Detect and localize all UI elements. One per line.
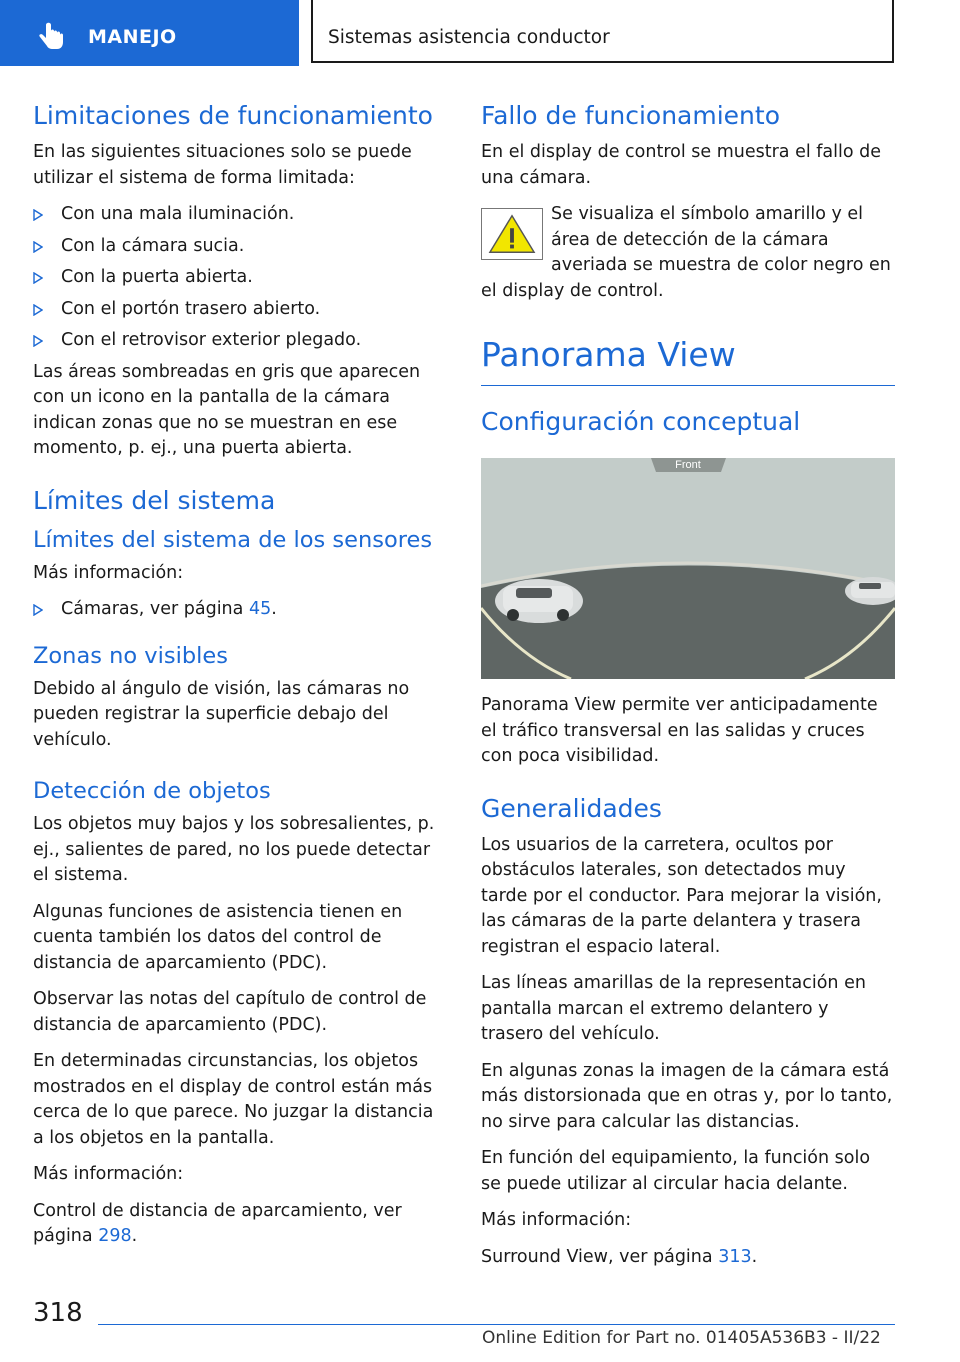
paragraph: Las áreas sombreadas en gris que aparecen con un icono en la pantalla de la cámara indican zonas que no se muestran en ese momento, p. ej., una puerta abierta. <box>33 361 421 458</box>
list-item: Cámaras, ver página 45. <box>33 597 448 623</box>
heading-zonas: Zonas no visibles <box>33 642 228 669</box>
bullet-list-limitaciones <box>33 202 448 354</box>
hand-icon <box>36 22 66 52</box>
paragraph: Los usuarios de la carretera, ocultos por obstáculos laterales, son detectados muy tarde por el conductor. Para mejorar la visión, las cámaras de la parte delantera y trasera registran el espacio lateral. <box>481 834 882 957</box>
chapter-header <box>311 0 894 63</box>
paragraph: Surround View, ver página 313. <box>481 1246 758 1267</box>
paragraph: Debido al ángulo de visión, las cámaras no pueden registrar la superficie debajo del vehículo. <box>33 678 410 750</box>
left-column <box>33 100 448 1261</box>
section-tab <box>0 0 299 66</box>
list-item: Con una mala iluminación. <box>33 202 448 228</box>
paragraph: Más información: <box>33 562 184 583</box>
list-item: Con la cámara sucia. <box>33 234 448 260</box>
heading-fallo: Fallo de funcionamiento <box>481 101 780 130</box>
page-link-298[interactable]: 298 <box>98 1226 132 1246</box>
footer-divider <box>98 1324 895 1325</box>
heading-config: Configuración conceptual <box>481 407 801 436</box>
heading-limitaciones: Limitaciones de funcionamiento <box>33 101 433 130</box>
triangle-bullet-icon <box>33 335 43 347</box>
paragraph: En las siguientes situaciones solo se puede utilizar el sistema de forma limitada: <box>33 142 412 188</box>
bullet-list-camaras <box>33 597 448 623</box>
paragraph: En el display de control se muestra el fallo de una cámara. <box>481 142 882 188</box>
paragraph: Más información: <box>33 1164 184 1184</box>
car-left-icon <box>495 579 583 623</box>
heading-limites: Límites del sistema <box>33 485 276 515</box>
section-label: MANEJO <box>88 26 177 48</box>
page-link-313[interactable]: 313 <box>718 1246 752 1267</box>
warning-block <box>481 202 895 304</box>
paragraph: Control de distancia de aparcamiento, ver página 298. <box>33 1200 402 1246</box>
paragraph: En algunas zonas la imagen de la cámara está más distorsionada que en otras y, por lo tanto, no sirve para calcular las distancias. <box>481 1060 893 1132</box>
list-item: Con la puerta abierta. <box>33 265 448 291</box>
camera-scene <box>481 458 895 679</box>
right-column <box>481 100 895 1281</box>
camera-front-label: Front <box>675 459 701 471</box>
paragraph: Las líneas amarillas de la representación en pantalla marcan el extremo delantero y trasero del vehículo. <box>481 973 866 1044</box>
heading-deteccion: Detección de objetos <box>33 778 271 804</box>
chapter-title: Sistemas asistencia conductor <box>328 27 610 48</box>
edition-note: Online Edition for Part no. 01405A536B3 - II/22 <box>482 1328 881 1348</box>
paragraph: Los objetos muy bajos y los sobresalientes, p. ej., salientes de pared, no los puede detectar el sistema. <box>33 814 435 885</box>
triangle-bullet-icon <box>33 209 43 221</box>
paragraph: Observar las notas del capítulo de control de distancia de aparcamiento (PDC). <box>33 989 427 1035</box>
paragraph: Se visualiza el símbolo amarillo y el área de detección de la cámara averiada se muestra de color negro en el display de control. <box>481 204 891 301</box>
triangle-bullet-icon <box>33 604 43 616</box>
heading-panorama: Panorama View <box>481 335 736 374</box>
panorama-camera-image <box>481 458 895 679</box>
paragraph: En función del equipamiento, la función solo se puede utilizar al circular hacia delante. <box>481 1148 871 1194</box>
heading-sensores: Límites del sistema de los sensores <box>33 526 433 553</box>
page-number: 318 <box>33 1298 83 1328</box>
paragraph: Algunas funciones de asistencia tienen en cuenta también los datos del control de distancia de aparcamiento (PDC). <box>33 901 403 973</box>
paragraph: Panorama View permite ver anticipadamente el tráfico transversal en las salidas y cruces con poca visibilidad. <box>481 695 878 766</box>
page-link-45[interactable]: 45 <box>248 599 272 619</box>
heading-generalidades: Generalidades <box>481 793 662 823</box>
triangle-bullet-icon <box>33 272 43 284</box>
triangle-bullet-icon <box>33 304 43 316</box>
warning-triangle-icon <box>481 208 543 260</box>
divider <box>481 385 895 386</box>
list-item: Con el retrovisor exterior plegado. <box>33 328 448 354</box>
paragraph: Más información: <box>481 1210 632 1230</box>
triangle-bullet-icon <box>33 241 43 253</box>
list-item: Con el portón trasero abierto. <box>33 297 448 323</box>
paragraph: En determinadas circunstancias, los objetos mostrados en el display de control están más cerca de lo que parece. No juzgar la distancia a los objetos en la pantalla. <box>33 1051 434 1148</box>
